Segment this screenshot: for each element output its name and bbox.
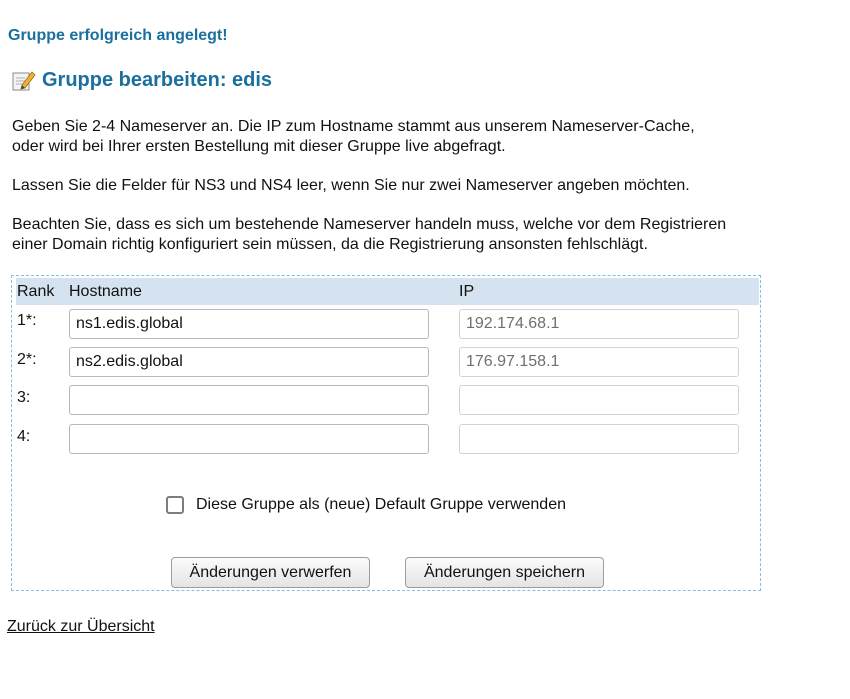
success-message: Gruppe erfolgreich angelegt! bbox=[8, 27, 228, 44]
ip-field-4 bbox=[459, 424, 739, 454]
ip-field-3 bbox=[459, 385, 739, 415]
rank-label-2: 2*: bbox=[17, 351, 37, 368]
info-paragraph-2: Lassen Sie die Felder für NS3 und NS4 leer, wenn Sie nur zwei Nameserver angeben möchten. bbox=[12, 177, 690, 194]
ip-field-1 bbox=[459, 309, 739, 339]
table-header bbox=[16, 278, 759, 305]
header-ip: IP bbox=[459, 283, 475, 300]
save-changes-button[interactable]: Änderungen speichern bbox=[405, 557, 604, 588]
hostname-input-4[interactable] bbox=[69, 424, 429, 454]
edit-icon bbox=[12, 70, 36, 92]
info-paragraph-1-line-1: Geben Sie 2-4 Nameserver an. Die IP zum Hostname stammt aus unserem Nameserver-Cache, bbox=[12, 118, 695, 135]
info-paragraph-3-line-2: einer Domain richtig konfiguriert sein müssen, da die Registrierung ansonsten fehlschlägt. bbox=[12, 236, 648, 253]
nameserver-form bbox=[11, 275, 761, 591]
info-paragraph-3-line-1: Beachten Sie, dass es sich um bestehende Nameserver handeln muss, welche vor dem Registrieren bbox=[12, 216, 727, 233]
back-to-overview-link[interactable]: Zurück zur Übersicht bbox=[7, 618, 155, 635]
ip-field-2 bbox=[459, 347, 739, 377]
default-group-checkbox[interactable] bbox=[166, 496, 184, 514]
rank-label-3: 3: bbox=[17, 389, 31, 406]
hostname-input-1[interactable] bbox=[69, 309, 429, 339]
info-paragraph-1-line-2: oder wird bei Ihrer ersten Bestellung mit dieser Gruppe live abgefragt. bbox=[12, 138, 506, 155]
discard-changes-button[interactable]: Änderungen verwerfen bbox=[171, 557, 370, 588]
info-paragraph-3 bbox=[12, 215, 842, 255]
rank-label-1: 1*: bbox=[17, 312, 37, 329]
hostname-input-2[interactable] bbox=[69, 347, 429, 377]
default-group-option[interactable] bbox=[166, 496, 566, 514]
page-header bbox=[12, 69, 272, 92]
header-rank: Rank bbox=[17, 283, 55, 300]
info-paragraph-1 bbox=[12, 117, 842, 157]
rank-label-4: 4: bbox=[17, 428, 31, 445]
default-group-label: Diese Gruppe als (neue) Default Gruppe verwenden bbox=[196, 496, 566, 513]
page-title: Gruppe bearbeiten: edis bbox=[42, 69, 273, 91]
hostname-input-3[interactable] bbox=[69, 385, 429, 415]
header-hostname: Hostname bbox=[69, 283, 142, 300]
